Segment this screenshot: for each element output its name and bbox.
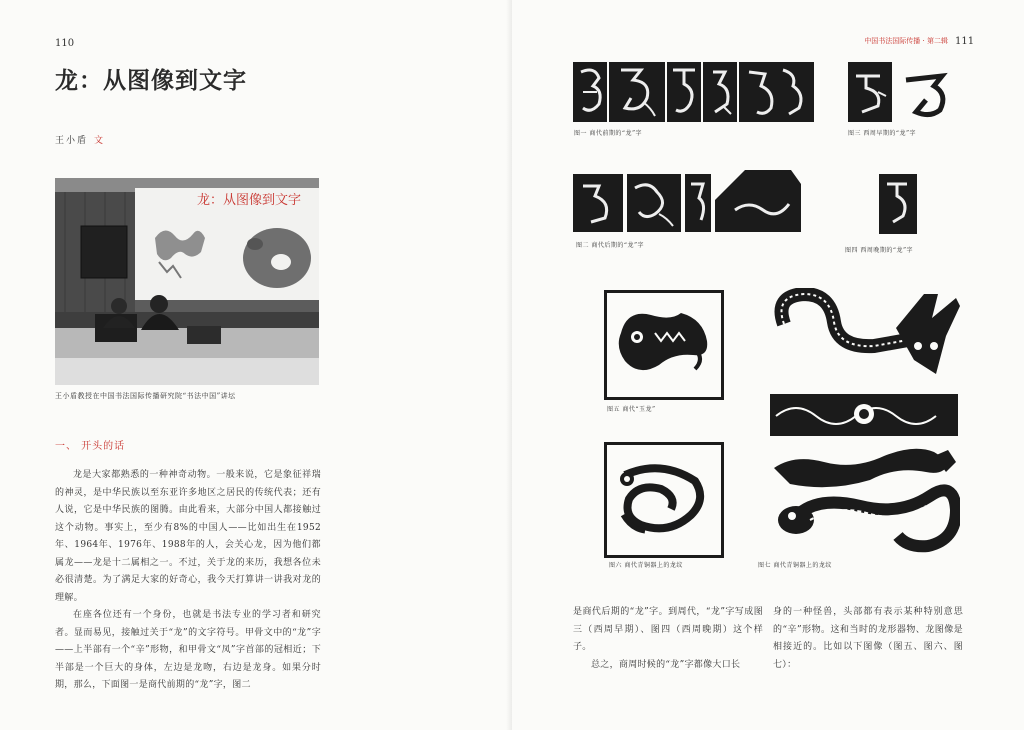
fig5-jade-dragon	[604, 290, 724, 400]
paragraph: 是商代后期的“龙”字。到周代，“龙”字写成图三（西周早期）、图四（西周晚期）这个样子。	[573, 607, 763, 652]
fig1-rubbing	[573, 62, 607, 122]
right-body-col1	[573, 604, 763, 674]
author-name: 王小盾	[55, 136, 89, 146]
fig2-caption: 图二 商代后期的“龙”字	[576, 242, 645, 249]
fig5-caption: 图五 商代“玉龙”	[607, 406, 656, 413]
fig3-rubbing	[848, 62, 892, 122]
article-title: 龙：从图像到文字	[55, 67, 247, 94]
fig3-rubbing	[898, 62, 954, 122]
fig1-rubbing	[609, 62, 665, 122]
running-head: 中国书法国际传播 · 第二辑	[864, 37, 948, 45]
slide-title: 龙：从图像到文字	[197, 193, 302, 208]
fig6-bronze-pattern	[604, 442, 724, 558]
page-number-right: 111	[955, 36, 975, 47]
lecture-photo	[55, 178, 319, 385]
photo-caption: 王小盾教授在中国书法国际传播研究院“书法中国”讲坛	[55, 392, 236, 400]
paragraph: 身的一种怪兽，头部都有表示某种特别意思的“辛”形物。这和当时的龙形器物、龙图像是相接近的。比如以下图像（图五、图六、图七）：	[773, 607, 963, 670]
fig3-caption: 图三 西周早期的“龙”字	[848, 130, 917, 137]
paragraph: 在座各位还有一个身份，也就是书法专业的学习者和研究者。显而易见，接触过关于“龙”的文字符号。甲骨文中的“龙”字——上半部有一个“辛”形物，和甲骨文“凤”字首部的冠相近；下半部是一个巨大的身体，左边是龙吻，右边是龙身。如果分时期，那么，下面图一是商代前期的“龙”字，图二	[55, 610, 321, 690]
page-number-left: 110	[55, 38, 75, 49]
fig2-rubbing	[573, 174, 623, 232]
paragraph: 龙是大家都熟悉的一种神奇动物。一般来说，它是象征祥瑞的神灵，是中华民族以至东亚许多地区之居民的传统代表；还有人说，它是中华民族的图腾。由此看来，大部分中国人都接触过这个动物。事实上，至少有8%的中国人——比如出生在1952年、1964年、1976年、1988年的人，会关心龙，因为他们都属龙——龙是十二属相之一。不过，关于龙的来历，我想各位未必很清楚。为了满足大家的好奇心，我今天打算讲一讲我对龙的理解。	[55, 470, 321, 603]
right-page	[512, 0, 1024, 730]
left-body-text	[55, 467, 321, 695]
fig1-rubbing	[703, 62, 737, 122]
right-body-col2	[773, 604, 963, 674]
fig7-caption: 图七 商代青铜器上的龙纹	[758, 562, 832, 569]
fig4-caption: 图四 西周晚期的“龙”字	[845, 247, 914, 254]
author-line	[55, 133, 105, 146]
fig1-rubbing	[667, 62, 701, 122]
fig6-caption: 图六 商代青铜器上的龙纹	[609, 562, 683, 569]
fig7-bronze-dragons	[770, 288, 960, 560]
author-role: 文	[94, 136, 106, 146]
section-heading: 一、 开头的话	[55, 441, 126, 452]
fig1-caption: 图一 商代前期的“龙”字	[574, 130, 643, 137]
fig4-rubbing	[879, 174, 917, 234]
fig1-rubbing	[739, 62, 814, 122]
paragraph: 总之，商周时候的“龙”字都像大口长	[591, 659, 741, 670]
fig2-rubbing	[627, 174, 681, 232]
fig2-rubbing	[715, 170, 801, 232]
fig2-rubbing	[685, 174, 711, 232]
